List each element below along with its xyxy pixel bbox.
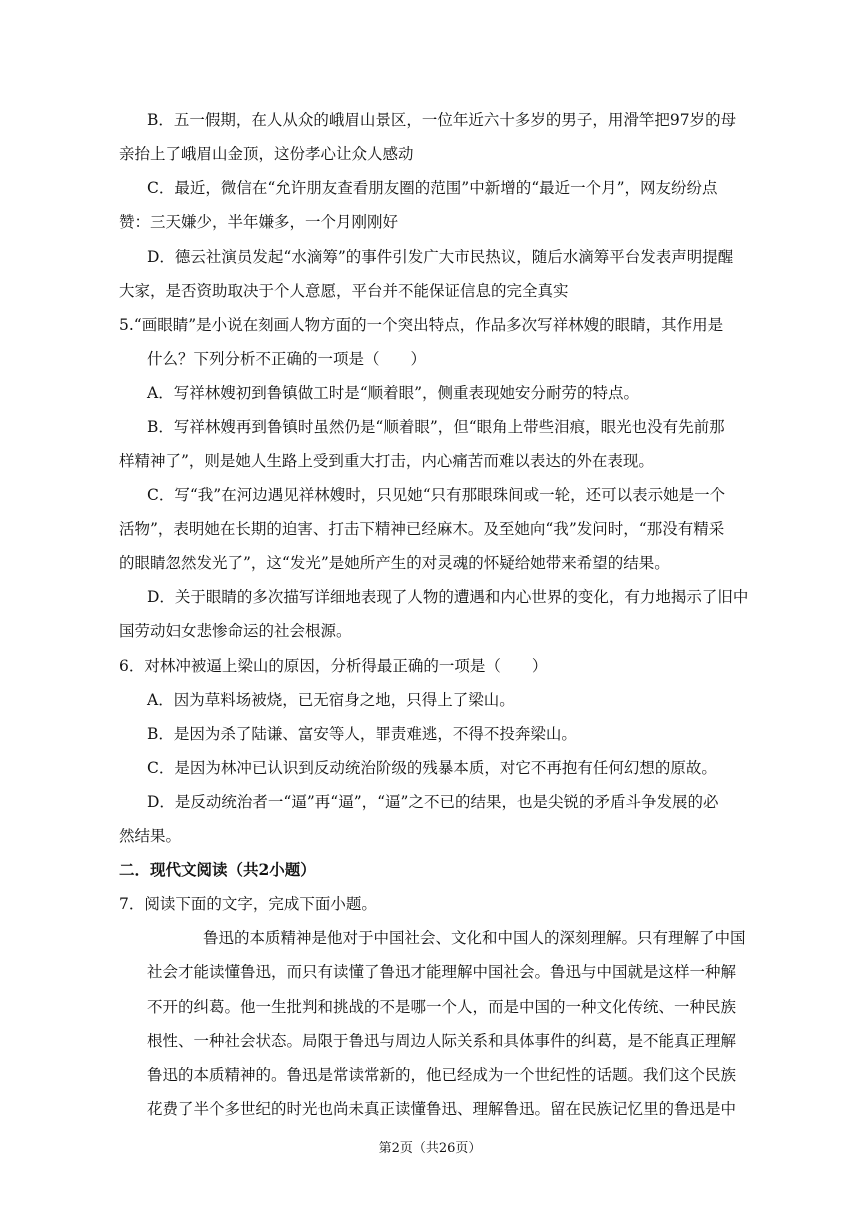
q4-option-b-line2: 亲抬上了峨眉山金顶，这份孝心让众人感动 [119,145,414,163]
q5-option-c-line2: 活物”，表明她在长期的迫害、打击下精神已经麻木。及至她向“我”发问时，“那没有精采 [119,520,725,538]
passage-line: 鲁迅的本质精神是他对于中国社会、文化和中国人的深刻理解。只有理解了中国 [203,929,746,947]
q6-option-c: C．是因为林冲已认识到反动统治阶级的残暴本质，对它不再抱有任何幻想的原故。 [147,759,717,777]
passage-line: 社会才能读懂鲁迅，而只有读懂了鲁迅才能理解中国社会。鲁迅与中国就是这样一种解 [147,963,737,981]
q4-option-c-line1: C．最近，微信在“允许朋友查看朋友圈的范围”中新增的“最近一个月”，网友纷纷点 [147,179,718,197]
q5-option-d-line1: D．关于眼睛的多次描写详细地表现了人物的遭遇和内心世界的变化，有力地揭示了旧中 [147,588,749,606]
q4-option-b-line1: B．五一假期，在人从众的峨眉山景区，一位年近六十多岁的男子，用滑竿把97岁的母 [147,111,737,129]
q5-stem-line2: 什么？下列分析不正确的一项是（ ） [147,350,427,368]
q5-option-b-line1: B．写祥林嫂再到鲁镇时虽然仍是“顺着眼”，但“眼角上带些泪痕，眼光也没有先前那 [147,418,725,436]
q6-option-a: A．因为草料场被烧，已无宿身之地，只得上了梁山。 [147,691,515,709]
q5-option-c-line3: 的眼睛忽然发光了”，这“发光”是她所产生的对灵魂的怀疑给她带来希望的结果。 [119,554,670,572]
q4-option-d-line2: 大家，是否资助取决于个人意愿，平台并不能保证信息的完全真实 [119,282,569,300]
passage-line: 不开的纠葛。他一生批判和挑战的不是哪一个人，而是中国的一种文化传统、一种民族 [147,998,737,1016]
q6-stem: 6．对林冲被逼上梁山的原因，分析得最正确的一项是（ ） [119,657,548,675]
passage-line: 根性、一种社会状态。局限于鲁迅与周边人际关系和具体事件的纠葛，是不能真正理解 [147,1032,737,1050]
passage-line: 鲁迅的本质精神的。鲁迅是常读常新的，他已经成为一个世纪性的话题。我们这个民族 [147,1066,737,1084]
q5-option-d-line2: 国劳动妇女悲惨命运的社会根源。 [119,622,352,640]
q5-option-c-line1: C．写“我”在河边遇见祥林嫂时，只见她“只有那眼珠间或一轮，还可以表示她是一个 [147,486,726,504]
q7-stem: 7．阅读下面的文字，完成下面小题。 [119,895,377,913]
q4-option-c-line2: 赞：三天嫌少，半年嫌多，一个月刚刚好 [119,213,399,231]
q6-option-d-line2: 然结果。 [119,827,182,845]
q6-option-b: B．是因为杀了陆谦、富安等人，罪责难逃，不得不投奔梁山。 [147,725,577,743]
q5-stem-line1: 5.“画眼睛”是小说在刻画人物方面的一个突出特点，作品多次写祥林嫂的眼睛，其作用是 [119,316,724,334]
q4-option-d-line1: D．德云社演员发起“水滴筹”的事件引发广大市民热议，随后水滴筹平台发表声明提醒 [147,248,734,266]
passage-line: 花费了半个多世纪的时光也尚未真正读懂鲁迅、理解鲁迅。留在民族记忆里的鲁迅是中 [147,1100,737,1118]
q5-option-a: A．写祥林嫂初到鲁镇做工时是“顺着眼”，侧重表现她安分耐劳的特点。 [147,384,640,402]
section-heading: 二．现代文阅读（共2小题） [119,860,316,879]
page-number: 第2页（共26页） [378,1141,482,1156]
q5-option-b-line2: 样精神了”，则是她人生路上受到重大打击，内心痛苦而难以表达的外在表现。 [119,452,654,470]
q6-option-d-line1: D．是反动统治者一“逼”再“逼”，“逼”之不已的结果，也是尖锐的矛盾斗争发展的必 [147,793,719,811]
